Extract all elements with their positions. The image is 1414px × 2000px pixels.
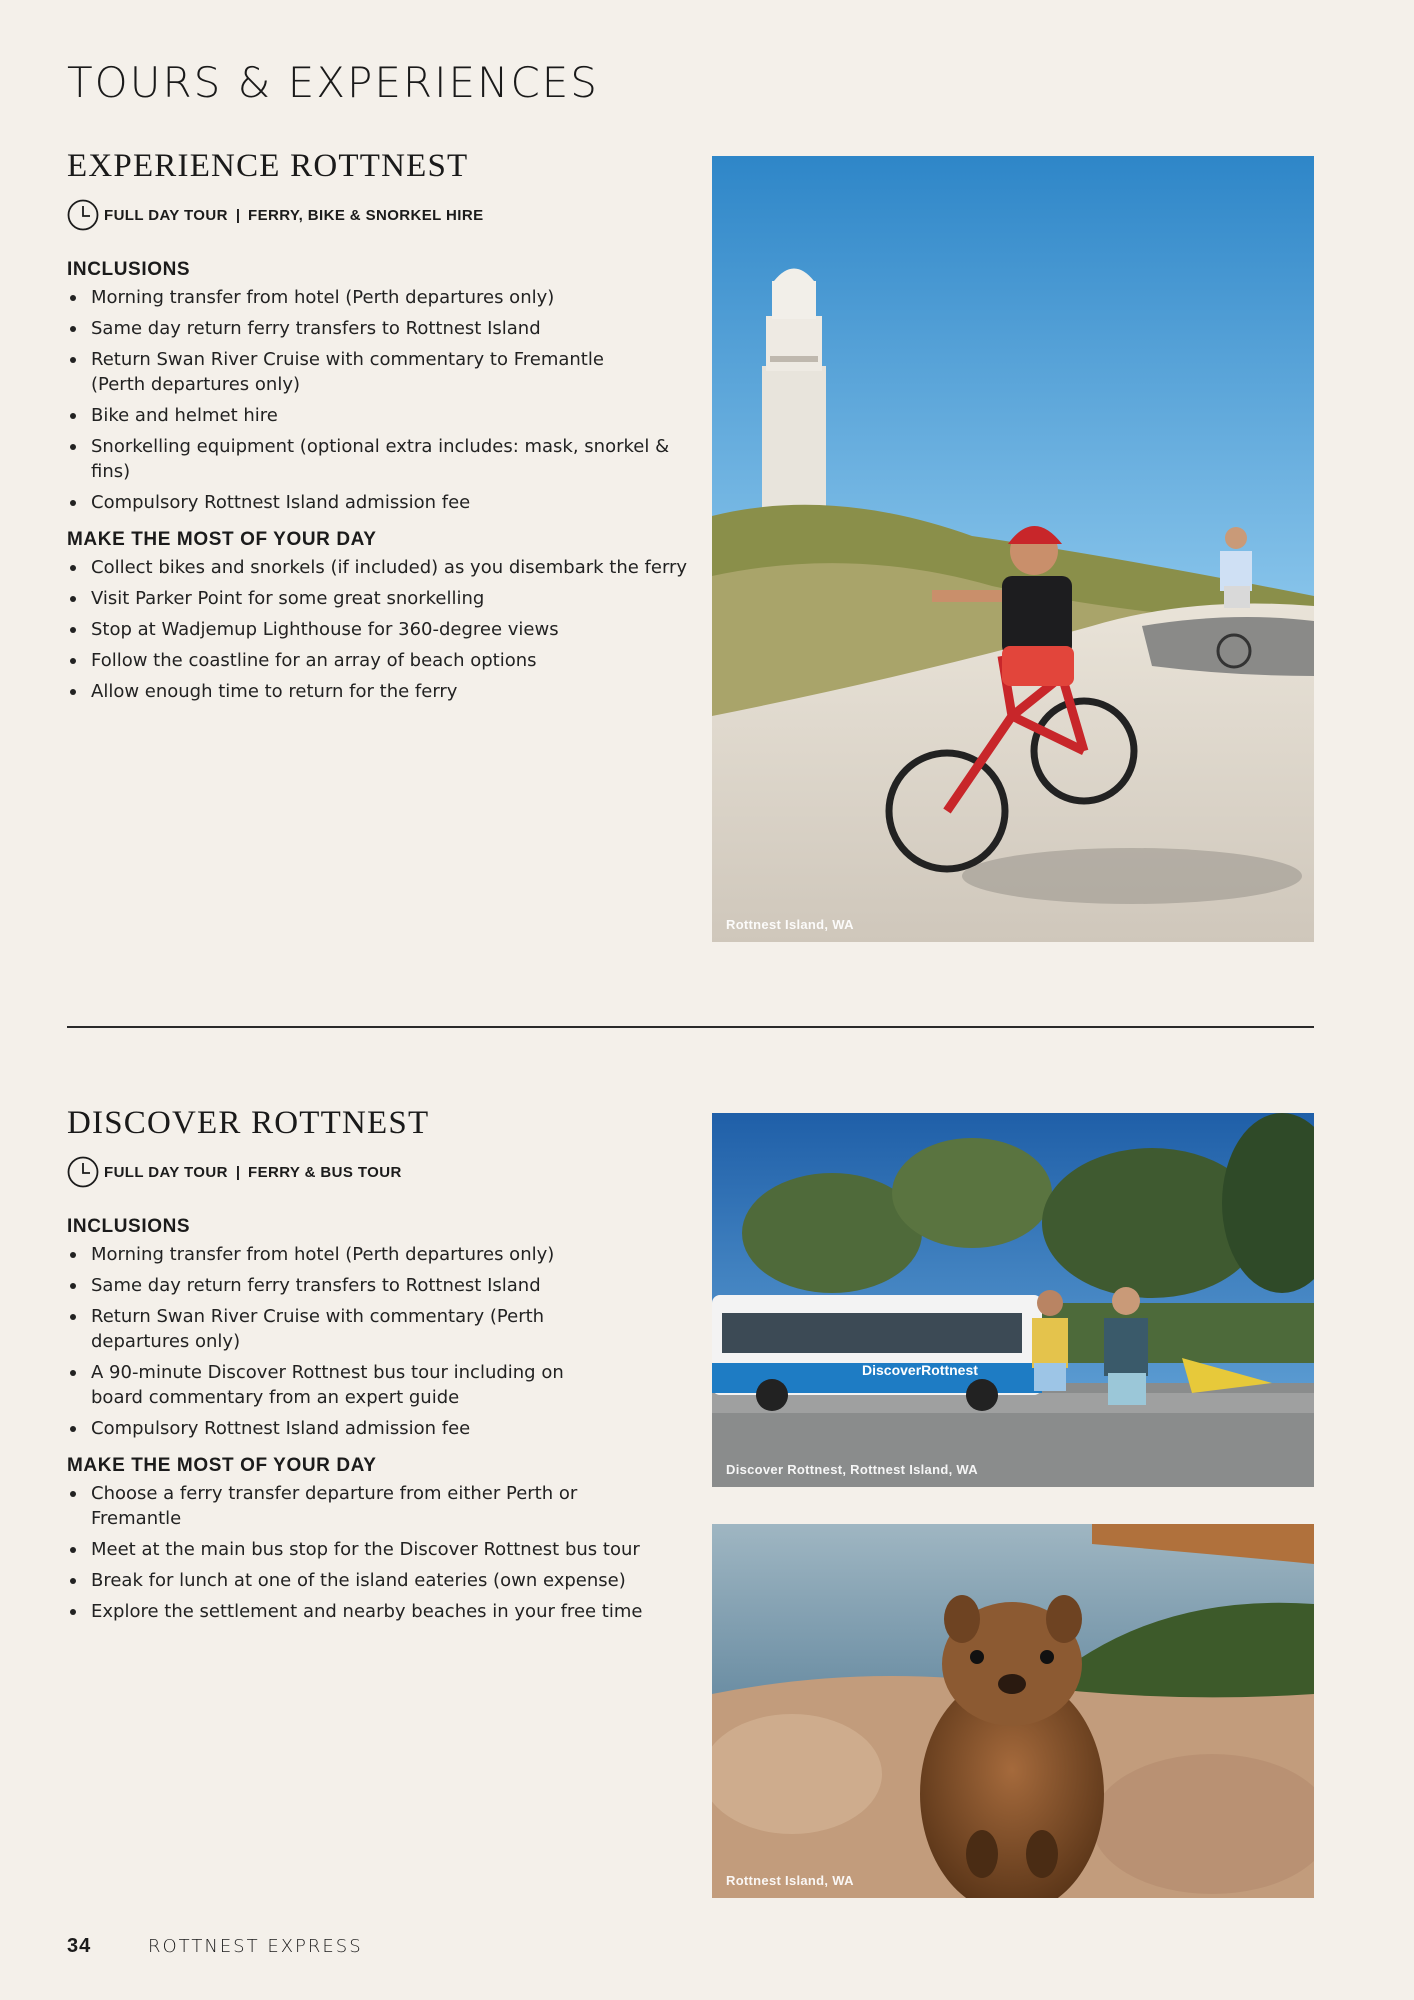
make-the-most-list <box>67 555 707 704</box>
make-the-most-heading: MAKE THE MOST OF YOUR DAY <box>67 1455 377 1476</box>
page-footer <box>67 1935 363 1958</box>
list-item: Allow enough time to return for the ferry <box>67 679 707 704</box>
clock-icon <box>67 199 99 231</box>
clock-icon <box>67 1156 99 1188</box>
list-item: Choose a ferry transfer departure from either Perth or Fremantle <box>67 1481 611 1531</box>
list-item: Stop at Wadjemup Lighthouse for 360-degree views <box>67 617 707 642</box>
list-item: Morning transfer from hotel (Perth departures only) <box>67 285 707 310</box>
list-item: Compulsory Rottnest Island admission fee <box>67 1416 707 1441</box>
inclusions-list <box>67 1242 707 1441</box>
make-the-most-list <box>67 1481 707 1624</box>
make-the-most-heading: MAKE THE MOST OF YOUR DAY <box>67 529 377 550</box>
tour-title: DISCOVER ROTTNEST <box>67 1105 430 1141</box>
inclusions-list <box>67 285 707 515</box>
photo-bus-tour <box>712 1113 1314 1487</box>
photo-illustration <box>712 1113 1314 1487</box>
list-item: Bike and helmet hire <box>67 403 707 428</box>
tour-duration: FULL DAY TOUR <box>104 206 228 224</box>
list-item: Snorkelling equipment (optional extra includes: mask, snorkel & fins) <box>67 434 691 484</box>
list-item: Follow the coastline for an array of beach options <box>67 648 707 673</box>
tour-type: FERRY, BIKE & SNORKEL HIRE <box>248 206 484 224</box>
page-title: TOURS & EXPERIENCES <box>67 58 599 107</box>
tour-details <box>67 1105 707 1630</box>
photo-illustration <box>712 1524 1314 1898</box>
tour-title: EXPERIENCE ROTTNEST <box>67 148 469 184</box>
photo-illustration <box>712 156 1314 942</box>
section-divider <box>67 1026 1314 1028</box>
photo-caption: Discover Rottnest, Rottnest Island, WA <box>726 1462 978 1477</box>
list-item: Same day return ferry transfers to Rottnest Island <box>67 316 611 341</box>
photo-cyclists-lighthouse <box>712 156 1314 942</box>
list-item: A 90-minute Discover Rottnest bus tour including on board commentary from an expert guide <box>67 1360 591 1410</box>
list-item: Meet at the main bus stop for the Discover Rottnest bus tour <box>67 1537 707 1562</box>
tour-meta <box>67 1156 707 1188</box>
list-item: Collect bikes and snorkels (if included) as you disembark the ferry <box>67 555 707 580</box>
tour-type: FERRY & BUS TOUR <box>248 1163 402 1181</box>
inclusions-heading: INCLUSIONS <box>67 1216 191 1237</box>
inclusions-heading: INCLUSIONS <box>67 259 191 280</box>
photo-caption: Rottnest Island, WA <box>726 917 854 932</box>
page-number: 34 <box>67 1935 92 1957</box>
list-item: Visit Parker Point for some great snorkelling <box>67 586 707 611</box>
meta-separator: | <box>235 1163 241 1181</box>
tour-details <box>67 148 707 710</box>
meta-separator: | <box>235 206 241 224</box>
tour-duration: FULL DAY TOUR <box>104 1163 228 1181</box>
publication-title: ROTTNEST EXPRESS <box>148 1936 363 1957</box>
list-item: Morning transfer from hotel (Perth departures only) <box>67 1242 707 1267</box>
bus-logo: DiscoverRottnest <box>862 1362 978 1378</box>
photo-quokka <box>712 1524 1314 1898</box>
photo-caption: Rottnest Island, WA <box>726 1873 854 1888</box>
list-item: Explore the settlement and nearby beaches in your free time <box>67 1599 707 1624</box>
list-item: Compulsory Rottnest Island admission fee <box>67 490 707 515</box>
list-item: Return Swan River Cruise with commentary to Fremantle (Perth departures only) <box>67 347 651 397</box>
tour-meta <box>67 199 707 231</box>
list-item: Same day return ferry transfers to Rottnest Island <box>67 1273 611 1298</box>
list-item: Return Swan River Cruise with commentary (Perth departures only) <box>67 1304 591 1354</box>
list-item: Break for lunch at one of the island eateries (own expense) <box>67 1568 707 1593</box>
